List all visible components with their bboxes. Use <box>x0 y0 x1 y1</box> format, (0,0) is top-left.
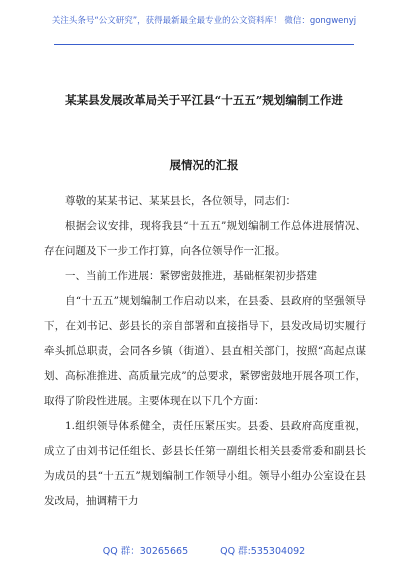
footer-contact <box>0 543 408 557</box>
document-title-line1: 某某县发展改革局关于平江县“十五五”规划编制工作进 <box>65 93 343 107</box>
footer-qq-group-1: QQ 群：30265665 <box>102 546 189 557</box>
document-title-line2: 展情况的汇报 <box>169 158 239 172</box>
header-banner: 关注头条号“公文研究”，获得最新最全最专业的公文资料库！ 微信：gongwenyj <box>51 16 357 26</box>
point1-paragraph: 1.组织领导体系健全，责任压紧压实。县委、县政府高度重视，成立了由刘书记任组长、彭县长任第一副组长相关县委常委和副县长为成员的县“十五五”规划编制工作领导小组。领导小组办公室设在县发改局，抽调精干力 <box>44 420 366 507</box>
document-body <box>44 189 366 514</box>
salutation: 尊敬的某某书记、某某县长，各位领导，同志们： <box>65 195 296 207</box>
intro-paragraph: 根据会议安排，现将我县“十五五”规划编制工作总体进展情况、存在问题及下一步工作打算，向各位领导作一汇报。 <box>44 220 366 257</box>
header-divider <box>54 44 354 45</box>
footer-qq-group-2: QQ 群:535304092 <box>220 546 306 557</box>
section1-paragraph: 自“十五五”规划编制工作启动以来，在县委、县政府的坚强领导下，在刘书记、彭县长的亲自部署和直接指导下，县发改局切实履行牵头抓总职责，会同各乡镇（街道）、县直相关部门，按照“高起点谋划、高标准推进、高质量完成”的总要求，紧锣密鼓地开展各项工作，取得了阶段性进展。主要体现在以下几个方面： <box>44 295 366 407</box>
section1-heading: 一、当前工作进展：紧锣密鼓推进，基础框架初步搭建 <box>65 270 317 282</box>
